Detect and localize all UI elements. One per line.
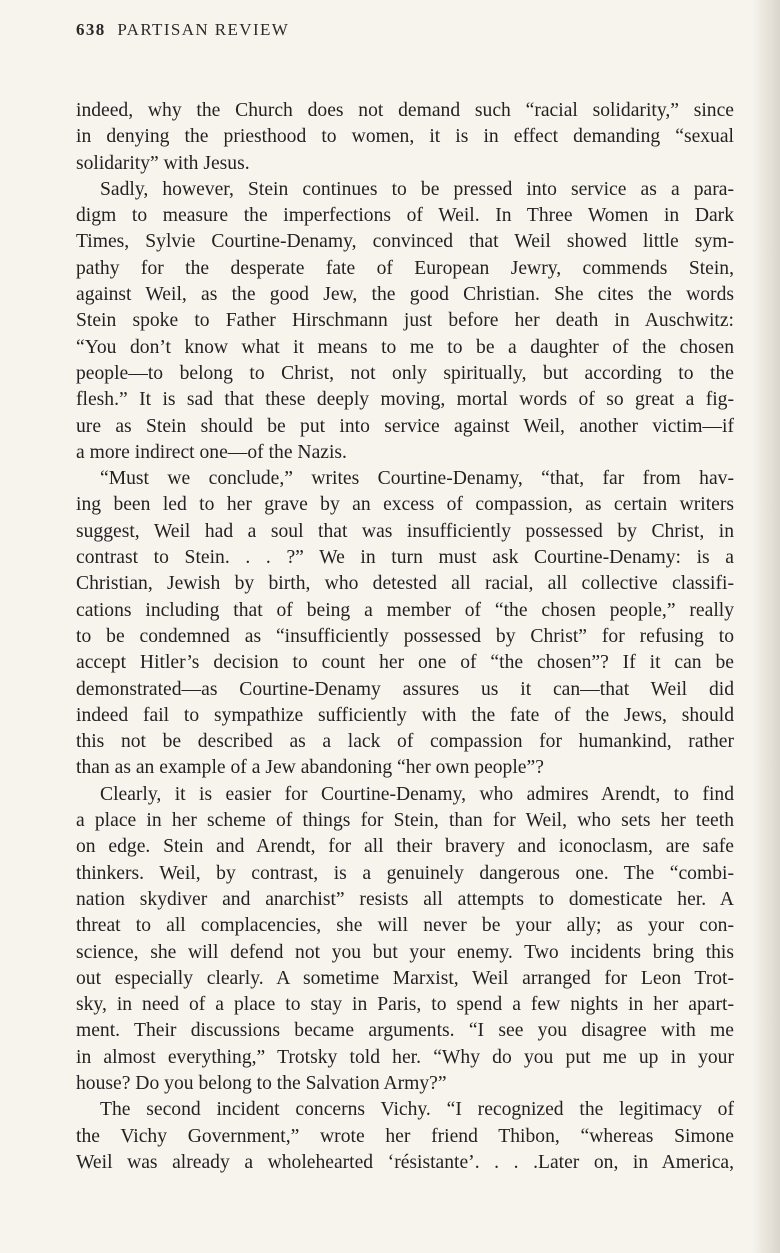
text-line: indeed, why the Church does not demand such “racial solidarity,” since [76,100,734,121]
text-line: The second incident concerns Vichy. “I recognized the legitimacy of [100,1099,734,1121]
text-line: sky, in need of a place to stay in Paris, to spend a few nights in her apart- [76,994,734,1016]
text-line: solidarity” with Jesus. [76,152,250,174]
article-body [76,98,734,1176]
text-line: Clearly, it is easier for Courtine-Denamy, who admires Arendt, to find [100,783,734,805]
text-line: Sadly, however, Stein continues to be pressed into service as a para- [100,178,734,200]
page-number: 638 [76,20,106,39]
text-line: Weil was already a wholehearted ‘résistante’. . . .Later on, in America, [76,1151,734,1173]
text-line: than as an example of a Jew abandoning “her own people”? [76,757,544,779]
text-line: indeed fail to sympathize sufficiently with the fate of the Jews, should [76,704,734,726]
text-line: “You don’t know what it means to me to be a daughter of the chosen [76,336,734,358]
text-line: on edge. Stein and Arendt, for all their bravery and iconoclasm, are safe [76,836,734,858]
text-line: people—to belong to Christ, not only spiritually, but according to the [76,362,734,384]
journal-title: PARTISAN REVIEW [117,20,290,39]
text-line: house? Do you belong to the Salvation Army?” [76,1072,447,1094]
text-line: cations including that of being a member of “the chosen people,” really [76,599,734,621]
text-line: nation skydiver and anarchist” resists all attempts to domesticate her. A [76,888,734,910]
text-line: a place in her scheme of things for Stein, than for Weil, who sets her teeth [76,810,734,832]
text-line: to be condemned as “insufficiently possessed by Christ” for refusing to [76,625,734,647]
text-line: against Weil, as the good Jew, the good Christian. She cites the words [76,284,734,306]
text-line: ure as Stein should be put into service against Weil, another victim—if [76,415,734,437]
text-line: out especially clearly. A sometime Marxist, Weil arranged for Leon Trot- [76,967,734,989]
text-line: flesh.” It is sad that these deeply moving, mortal words of so great a fig- [76,389,734,411]
page-edge-shadow [752,0,780,1253]
text-line: in denying the priesthood to women, it is in effect demanding “sexual [76,126,734,148]
text-line: “Must we conclude,” writes Courtine-Denamy, “that, far from hav- [100,468,734,490]
text-line: threat to all complacencies, she will never be your ally; as your con- [76,915,734,937]
text-line: the Vichy Government,” wrote her friend Thibon, “whereas Simone [76,1125,734,1147]
text-line: pathy for the desperate fate of European Jewry, commends Stein, [76,257,734,279]
text-line: in almost everything,” Trotsky told her. “Why do you put me up in your [76,1046,734,1068]
text-line: contrast to Stein. . . ?” We in turn must ask Courtine-Denamy: is a [76,547,734,569]
text-line: ing been led to her grave by an excess of compassion, as certain writers [76,494,734,516]
text-line: this not be described as a lack of compassion for humankind, rather [76,731,734,753]
text-line: demonstrated—as Courtine-Denamy assures us it can—that Weil did [76,678,734,700]
text-line: thinkers. Weil, by contrast, is a genuinely dangerous one. The “combi- [76,862,734,884]
text-line: accept Hitler’s decision to count her one of “the chosen”? If it can be [76,652,734,674]
text-line: ment. Their discussions became arguments. “I see you disagree with me [76,1020,734,1042]
text-line: Times, Sylvie Courtine-Denamy, convinced that Weil showed little sym- [76,231,734,253]
text-line: Christian, Jewish by birth, who detested all racial, all collective classifi- [76,573,734,595]
text-line: science, she will defend not you but your enemy. Two incidents bring this [76,941,734,963]
running-head [76,20,289,40]
text-line: digm to measure the imperfections of Weil. In Three Women in Dark [76,205,734,227]
text-line: suggest, Weil had a soul that was insufficiently possessed by Christ, in [76,520,734,542]
text-line: Stein spoke to Father Hirschmann just before her death in Auschwitz: [76,310,734,332]
text-line: a more indirect one—of the Nazis. [76,441,347,463]
